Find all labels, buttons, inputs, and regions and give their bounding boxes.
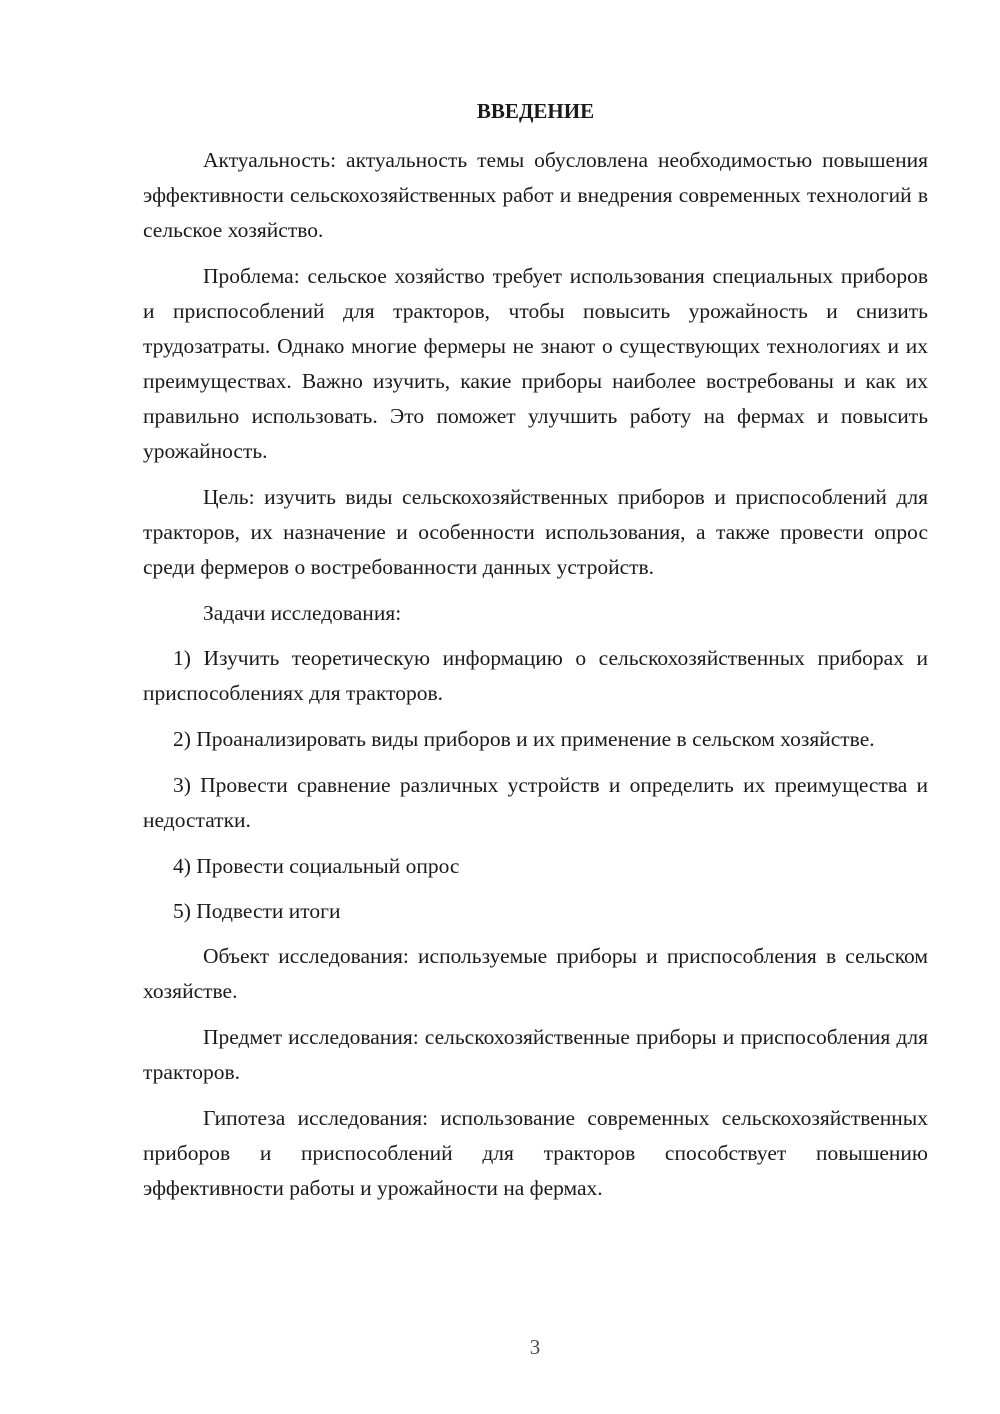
task-item-2: 2) Проанализировать виды приборов и их применение в сельском хозяйстве. — [173, 727, 875, 751]
paragraph-subject: Предмет исследования: сельскохозяйственные приборы и приспособления для тракторов. — [143, 1025, 928, 1084]
paragraph-problem: Проблема: сельское хозяйство требует использования специальных приборов и приспособлений для тракторов, чтобы повысить урожайность и снизить трудозатраты. Однако многие фермеры не знают о существующих технологиях и их преимуществах. Важно изучить, какие приборы наиболее востребованы и как их правильно использовать. Это поможет улучшить работу на фермах и повысить урожайность. — [143, 264, 928, 463]
paragraph-object: Объект исследования: используемые приборы и приспособления в сельском хозяйстве. — [143, 944, 928, 1003]
paragraph-goal: Цель: изучить виды сельскохозяйственных приборов и приспособлений для тракторов, их назначение и особенности использования, а также провести опрос среди фермеров о востребованности данных устройств. — [143, 485, 928, 579]
page-number: 3 — [529, 1335, 541, 1359]
paragraph-relevance: Актуальность: актуальность темы обусловлена необходимостью повышения эффективности сельскохозяйственных работ и внедрения современных технологий в сельское хозяйство. — [143, 148, 928, 242]
task-item-3: 3) Провести сравнение различных устройств и определить их преимущества и недостатки. — [143, 773, 928, 832]
task-item-5: 5) Подвести итоги — [173, 899, 341, 923]
document-page — [143, 96, 928, 1217]
task-item-4: 4) Провести социальный опрос — [173, 854, 460, 878]
task-item-1: 1) Изучить теоретическую информацию о сельскохозяйственных приборах и приспособлениях для тракторов. — [143, 646, 928, 705]
section-heading: ВВЕДЕНИЕ — [476, 99, 595, 123]
paragraph-hypothesis: Гипотеза исследования: использование современных сельскохозяйственных приборов и приспособлений для тракторов способствует повышению эффективности работы и урожайности на фермах. — [143, 1106, 928, 1200]
paragraph-tasks-intro: Задачи исследования: — [203, 601, 402, 625]
